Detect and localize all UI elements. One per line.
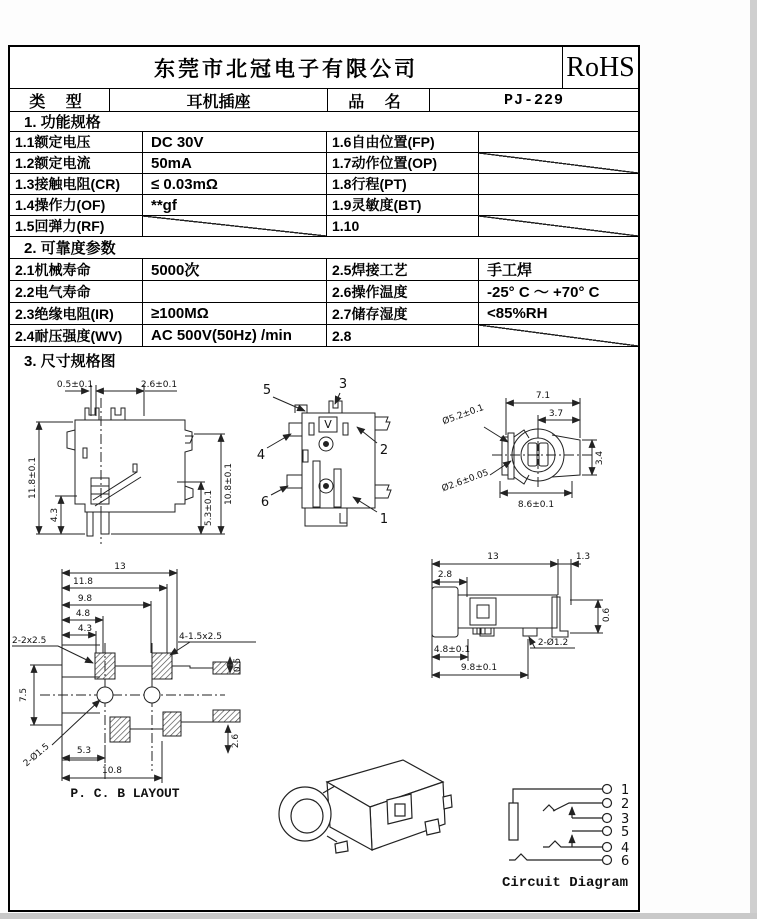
pin-number: 5 [262,383,272,398]
table-row [10,303,638,325]
spec-label: 2.7储存湿度 [327,303,479,325]
dim-label: 3.4 [595,450,605,466]
spec-value: DC 30V [143,132,327,153]
drawing-side-view-right [425,545,640,700]
spec-label: 1.7动作位置(OP) [327,153,479,174]
scan-edge-right [750,0,757,919]
spec-value-na [479,325,638,347]
spec-label: 2.5焊接工艺 [327,259,479,281]
dim-label: 0.5±0.1 [56,380,94,390]
dim-label: 9.8 [77,594,93,604]
dim-label: 10.8±0.1 [224,463,234,505]
spec-label: 1.3接触电阻(CR) [10,174,143,195]
section2-title: 2. 可靠度参数 [10,237,638,259]
type-label: 类 型 [10,89,110,112]
circuit-pin-number: 1 [621,783,630,798]
spec-label: 1.5回弹力(RF) [10,216,143,237]
circuit-pin-number: 4 [621,841,630,856]
v-mark: V [324,418,332,431]
circuit-pin-number: 3 [621,812,630,827]
table-row [10,259,638,281]
spec-value-na [143,216,327,237]
dim-label: 13 [487,552,499,562]
spec-value: ≥100MΩ [143,303,327,325]
dim-label: 11.8 [72,577,94,587]
type-value: 耳机插座 [110,89,328,112]
dim-label: 5.3±0.1 [204,489,214,527]
title-row [10,47,638,89]
pin-number: 4 [256,448,266,463]
spec-label: 1.1额定电压 [10,132,143,153]
spec-value [143,281,327,303]
spec-label: 2.1机械寿命 [10,259,143,281]
spec-value: 50mA [143,153,327,174]
dim-label: 4.3 [50,507,60,523]
pad-spec-label: 4-1.5x2.5 [179,632,222,642]
hole-spec-label: 2-Ø1.5 [21,741,52,770]
dim-label: 1.3 [575,552,591,562]
table-row [10,325,638,347]
table-row [10,281,638,303]
dim-label: 4.8±0.1 [433,645,471,655]
spec-label: 1.8行程(PT) [327,174,479,195]
spec-value [479,132,638,153]
hole-spec-label: 2-Ø1.2 [537,638,569,648]
dim-label: 5.3 [76,746,92,756]
drawing-3d-view [275,752,475,882]
pin-number: 1 [379,512,389,527]
dim-label: 0.5 [233,657,243,673]
product-row [10,89,638,112]
drawing-end-view [432,385,637,517]
spec-value: 手工焊 [479,259,638,281]
scan-edge-bottom [0,913,757,919]
spec-label: 1.9灵敏度(BT) [327,195,479,216]
dim-label: 9.8±0.1 [460,663,498,673]
section1-header [10,112,638,132]
dim-label: 7.1 [535,391,551,401]
spec-value-na [479,216,638,237]
dim-label: 7.5 [19,687,29,703]
spec-value: **gf [143,195,327,216]
dim-label: 3.7 [548,409,564,419]
dim-label: 11.8±0.1 [28,457,38,499]
spec-value: -25° C ～ +70° C [479,281,638,303]
table-row [10,153,638,174]
section3-header [10,347,638,373]
name-value: PJ-229 [430,89,638,112]
table-row [10,132,638,153]
section1-title: 1. 功能规格 [10,112,638,132]
pin-number: 3 [338,377,348,392]
table-row [10,195,638,216]
circuit-diagram-caption: Circuit Diagram [501,875,629,891]
dim-label: 4.8 [75,609,91,619]
spec-label: 1.10 [327,216,479,237]
table-row [10,174,638,195]
dim-label: Ø2.6±0.05 [440,468,491,495]
drawing-side-view [25,378,240,554]
spec-label: 2.8 [327,325,479,347]
dim-label: 13 [114,562,126,572]
pad-spec-label: 2-2x2.5 [12,636,47,646]
pin-number: 2 [379,443,389,458]
spec-label: 1.6自由位置(FP) [327,132,479,153]
spec-label: 1.2额定电流 [10,153,143,174]
dim-label: 4.3 [77,624,93,634]
spec-value: 5000次 [143,259,327,281]
dim-label: Ø5.2±0.1 [441,403,486,428]
circuit-pin-number: 5 [621,825,630,840]
spec-label: 2.2电气寿命 [10,281,143,303]
dim-label: 2.8 [437,570,453,580]
spec-label: 2.3绝缘电阻(IR) [10,303,143,325]
drawing-front-view [245,373,420,545]
spec-value [479,174,638,195]
spec-label: 2.6操作温度 [327,281,479,303]
pin-number: 6 [260,495,270,510]
dim-label: 10.8 [101,766,123,776]
spec-label: 2.4耐压强度(WV) [10,325,143,347]
dim-label: 0.6 [602,607,612,623]
circuit-pin-number: 2 [621,797,630,812]
spec-value: ≤ 0.03mΩ [143,174,327,195]
table-row [10,216,638,237]
drawing-circuit-diagram [495,755,645,900]
dim-label: 2.6±0.1 [140,380,178,390]
drawing-pcb-layout [10,545,265,807]
name-label: 品 名 [328,89,430,112]
circuit-pin-number: 6 [621,854,630,869]
spec-value-na [479,153,638,174]
rohs-badge: RoHS [563,47,638,89]
spec-value [479,195,638,216]
spec-label: 1.4操作力(OF) [10,195,143,216]
spec-value: AC 500V(50Hz) /min [143,325,327,347]
section3-title: 3. 尺寸规格图 [24,352,116,370]
dim-label: 8.6±0.1 [517,500,555,510]
dim-label: 2.6 [231,733,241,749]
section2-header [10,237,638,259]
company-name: 东莞市北冠电子有限公司 [10,47,563,89]
spec-value: <85%RH [479,303,638,325]
pcb-layout-caption: P. C. B LAYOUT [70,786,180,801]
